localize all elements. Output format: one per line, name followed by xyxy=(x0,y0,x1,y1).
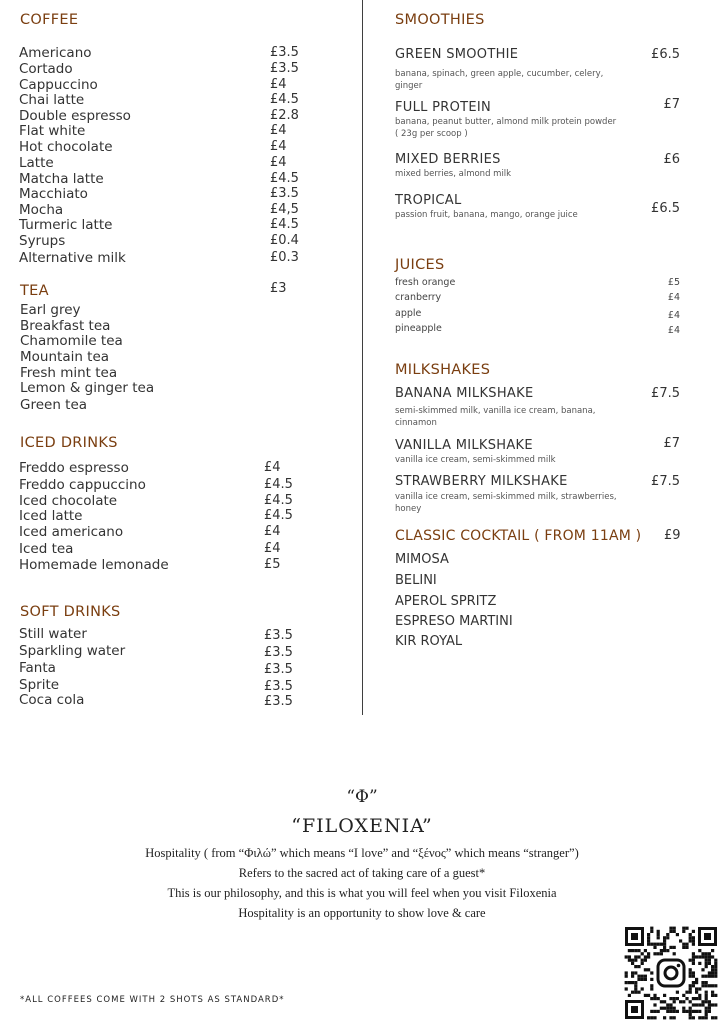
juice-price: £5 xyxy=(667,277,680,288)
menu-item-name: Freddo cappuccino xyxy=(19,477,146,493)
smoothie-description: mixed berries, almond milk xyxy=(395,169,512,179)
milkshake-name: BANANA MILKSHAKE xyxy=(395,386,534,401)
milkshake-description: vanilla ice cream, semi-skimmed milk, strawberries, honey xyxy=(395,492,617,514)
phi-symbol: “Φ” xyxy=(346,787,378,807)
cocktail-name: BELINI xyxy=(395,573,437,588)
milkshake-price: £7 xyxy=(663,436,680,451)
juice-price: £4 xyxy=(667,325,680,336)
smoothies-title: SMOOTHIES xyxy=(395,12,485,28)
tea-item: Earl grey xyxy=(20,302,81,318)
menu-item-price: £2.8 xyxy=(270,108,299,123)
instagram-qr-code[interactable] xyxy=(624,926,718,1020)
soft-drinks-title: SOFT DRINKS xyxy=(20,604,121,620)
cocktail-name: MIMOSA xyxy=(395,552,449,567)
menu-item-name: Iced latte xyxy=(19,508,83,524)
coffee-title: COFFEE xyxy=(20,12,79,28)
menu-item-name: Hot chocolate xyxy=(19,139,113,155)
smoothie-name: FULL PROTEIN xyxy=(395,100,492,115)
menu-item-price: £3.5 xyxy=(264,694,293,709)
menu-item-price: £3.5 xyxy=(264,662,293,677)
menu-item-price: £3.5 xyxy=(264,645,293,660)
philosophy-line-1: Hospitality ( from “Φιλώ” which means “I love” and “ξένος” which means “stranger”) xyxy=(145,846,579,860)
menu-item-price: £4.5 xyxy=(264,477,293,492)
smoothie-description: banana, spinach, green apple, cucumber, celery, ginger xyxy=(395,69,604,91)
menu-item-price: £4.5 xyxy=(270,217,299,232)
tea-item: Green tea xyxy=(20,397,88,413)
juice-price: £4 xyxy=(667,292,680,303)
coffee-shots-footnote: *ALL COFFEES COME WITH 2 SHOTS AS STANDARD* xyxy=(20,995,285,1005)
menu-item-name: Freddo espresso xyxy=(19,460,129,476)
iced-drinks-title: ICED DRINKS xyxy=(20,435,118,451)
cocktails-title-text: CLASSIC COCKTAIL xyxy=(395,528,530,544)
milkshakes-title: MILKSHAKES xyxy=(395,362,491,378)
juice-name: cranberry xyxy=(395,292,442,303)
milkshake-description: vanilla ice cream, semi-skimmed milk xyxy=(395,455,556,465)
smoothie-description: passion fruit, banana, mango, orange juice xyxy=(395,210,578,220)
column-divider xyxy=(362,0,363,715)
menu-item-name: Syrups xyxy=(19,233,66,249)
smoothie-name: MIXED BERRIES xyxy=(395,152,501,167)
menu-item-name: Iced chocolate xyxy=(19,493,118,509)
milkshake-name: VANILLA MILKSHAKE xyxy=(395,438,533,453)
menu-item-price: £4 xyxy=(264,541,281,556)
menu-item-name: Sparkling water xyxy=(19,643,126,659)
cocktail-name: KIR ROYAL xyxy=(395,634,463,649)
smoothie-price: £6 xyxy=(663,152,680,167)
tea-item: Lemon & ginger tea xyxy=(20,380,155,396)
menu-item-name: Coca cola xyxy=(19,692,85,708)
cocktails-time-note: ( FROM 11AM ) xyxy=(529,528,642,544)
menu-item-name: Latte xyxy=(19,155,54,171)
menu-item-name: Mocha xyxy=(19,202,64,218)
tea-item: Mountain tea xyxy=(20,349,110,365)
menu-item-price: £4 xyxy=(270,123,287,138)
menu-item-name: Homemade lemonade xyxy=(19,557,169,573)
milkshake-price: £7.5 xyxy=(651,386,680,401)
menu-item-price: £4.5 xyxy=(264,508,293,523)
menu-item-price: £3.5 xyxy=(264,628,293,643)
menu-item-price: £0.4 xyxy=(270,233,299,248)
menu-item-name: Matcha latte xyxy=(19,171,104,187)
juice-name: apple xyxy=(395,308,422,319)
smoothie-price: £7 xyxy=(663,97,680,112)
menu-item-name: Chai latte xyxy=(19,92,85,108)
menu-item-name: Alternative milk xyxy=(19,250,126,266)
menu-item-name: Cappuccino xyxy=(19,77,98,93)
smoothie-name: GREEN SMOOTHIE xyxy=(395,47,519,62)
menu-item-price: £4.5 xyxy=(270,171,299,186)
smoothie-description: banana, peanut butter, almond milk protein powder ( 23g per scoop ) xyxy=(395,117,617,139)
philosophy-line-2: Refers to the sacred act of taking care of a guest* xyxy=(238,866,486,880)
philosophy-line-4: Hospitality is an opportunity to show love & care xyxy=(238,906,486,920)
tea-item: Fresh mint tea xyxy=(20,365,118,381)
cocktail-name: ESPRESO MARTINI xyxy=(395,614,513,629)
juices-title: JUICES xyxy=(395,257,445,273)
menu-item-price: £4 xyxy=(264,524,281,539)
menu-item-price: £4 xyxy=(270,139,287,154)
menu-item-name: Americano xyxy=(19,45,92,61)
menu-item-price: £4 xyxy=(270,77,287,92)
menu-item-name: Sprite xyxy=(19,677,60,693)
menu-item-name: Flat white xyxy=(19,123,86,139)
menu-item-name: Cortado xyxy=(19,61,73,77)
menu-item-price: £4 xyxy=(264,460,281,475)
menu-item-price: £3.5 xyxy=(270,186,299,201)
menu-item-name: Iced americano xyxy=(19,524,124,540)
menu-item-price: £3.5 xyxy=(270,61,299,76)
menu-item-name: Fanta xyxy=(19,660,56,676)
philosophy-line-3: This is our philosophy, and this is what you will feel when you visit Filoxenia xyxy=(167,886,557,900)
juice-price: £4 xyxy=(667,310,680,321)
milkshake-price: £7.5 xyxy=(651,474,680,489)
menu-item-price: £4,5 xyxy=(270,202,299,217)
menu-item-name: Still water xyxy=(19,626,87,642)
menu-item-price: £3.5 xyxy=(270,45,299,60)
juice-name: fresh orange xyxy=(395,277,456,288)
juice-name: pineapple xyxy=(395,323,442,334)
menu-item-price: £3.5 xyxy=(264,679,293,694)
tea-item: Chamomile tea xyxy=(20,333,123,349)
menu-item-name: Double espresso xyxy=(19,108,131,124)
milkshake-name: STRAWBERRY MILKSHAKE xyxy=(395,474,568,489)
tea-price: £3 xyxy=(270,281,287,296)
menu-item-name: Macchiato xyxy=(19,186,88,202)
menu-item-name: Turmeric latte xyxy=(19,217,113,233)
tea-title: TEA xyxy=(20,283,49,299)
cocktails-title xyxy=(395,528,641,544)
filoxenia-title: “FILOXENIA” xyxy=(291,815,433,837)
smoothie-price: £6.5 xyxy=(651,47,680,62)
tea-item: Breakfast tea xyxy=(20,318,111,334)
cocktails-price: £9 xyxy=(664,528,681,543)
menu-item-name: Iced tea xyxy=(19,541,74,557)
cocktail-name: APEROL SPRITZ xyxy=(395,594,497,609)
smoothie-price: £6.5 xyxy=(651,201,680,216)
smoothie-name: TROPICAL xyxy=(395,193,462,208)
menu-item-price: £5 xyxy=(264,557,281,572)
menu-item-price: £4.5 xyxy=(270,92,299,107)
menu-item-price: £4 xyxy=(270,155,287,170)
milkshake-description: semi-skimmed milk, vanilla ice cream, banana, cinnamon xyxy=(395,406,596,428)
menu-item-price: £0.3 xyxy=(270,250,299,265)
menu-item-price: £4.5 xyxy=(264,493,293,508)
